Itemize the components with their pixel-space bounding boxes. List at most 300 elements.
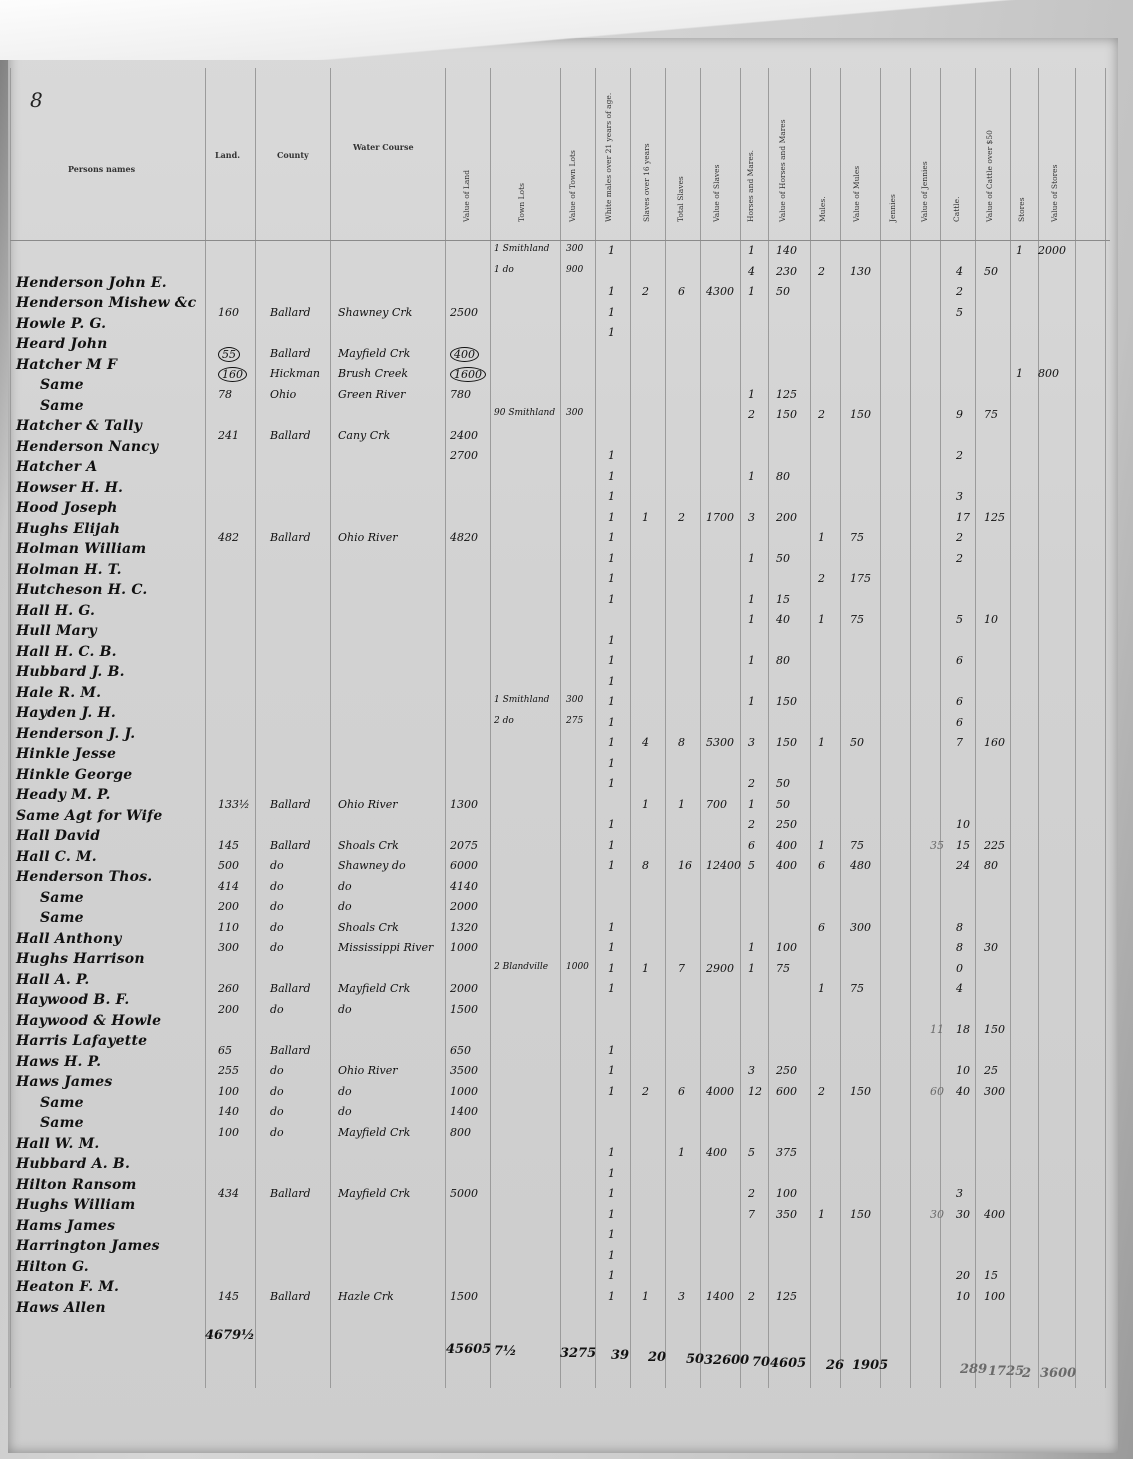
cell-mules: 1	[818, 838, 825, 852]
cell-vcattle: 25	[984, 1064, 998, 1077]
cell-vs: 4000	[706, 1084, 734, 1098]
person-name: Hatcher A	[16, 459, 98, 475]
cell-wm: 1	[608, 449, 615, 462]
cell-vcattle: 225	[984, 838, 1005, 852]
cell-s16: 2	[642, 285, 649, 298]
cell-horses: 5	[748, 859, 755, 872]
cell-cattle: 9	[956, 408, 963, 421]
person-name: Hams James	[16, 1217, 116, 1234]
cell-vland: 1300	[450, 797, 478, 811]
cell-county: Ballard	[270, 982, 311, 995]
cell-water: Mayfield Crk	[338, 1187, 411, 1200]
header-value-cattle: Value of Cattle over $50	[985, 130, 994, 222]
cell-wm: 1	[608, 756, 615, 770]
cell-horses: 1	[748, 387, 755, 401]
cell-wm: 1	[608, 510, 615, 524]
cell-wm: 1	[608, 1146, 615, 1159]
cell-ts: 7	[678, 961, 685, 975]
cell-vtown: 300	[566, 244, 584, 254]
cell-land: 100	[218, 1084, 239, 1098]
cell-water: Ohio River	[338, 1064, 398, 1077]
cell-vland: 6000	[450, 859, 478, 872]
cell-vtown: 300	[566, 695, 584, 705]
person-name: Holman H. T.	[16, 561, 122, 578]
cell-vhorses: 50	[776, 551, 790, 565]
cell-vhorses: 125	[776, 387, 797, 401]
column-rule	[665, 68, 666, 1388]
cell-wm: 1	[608, 859, 615, 872]
cell-mules: 2	[818, 572, 825, 585]
cell-vs: 1400	[706, 1289, 734, 1303]
cell-cattle: 2	[956, 551, 963, 565]
person-name: Henderson J. J.	[16, 725, 136, 742]
column-rule	[740, 68, 741, 1388]
cell-s16: 4	[642, 736, 649, 749]
cell-horses: 1	[748, 244, 755, 257]
cell-wm: 1	[608, 1064, 615, 1077]
cell-cattle: 10	[956, 818, 970, 831]
cell-county: Ballard	[270, 305, 311, 319]
cell-county: do	[270, 1084, 284, 1098]
cell-wm: 1	[608, 1187, 615, 1200]
cell-cattle: 20	[956, 1269, 970, 1282]
cell-cattle: 30	[956, 1207, 970, 1221]
cell-horses: 6	[748, 838, 755, 852]
cell-vstores: 2000	[1038, 244, 1066, 257]
cell-ts: 8	[678, 736, 685, 749]
cell-cattle: 8	[956, 920, 963, 934]
person-name: Heady M. P.	[16, 787, 111, 803]
column-rule	[1010, 68, 1011, 1388]
cell-ts: 6	[678, 1084, 685, 1098]
cell-land: 260	[218, 982, 239, 995]
person-name: Hall H. C. B.	[16, 643, 117, 660]
cell-s16: 1	[642, 961, 649, 975]
cell-horses: 3	[748, 736, 755, 749]
cell-mules: 1	[818, 1207, 825, 1221]
cell-vhorses: 125	[776, 1289, 797, 1303]
total-s16: 20	[648, 1350, 667, 1365]
cell-wm: 1	[608, 531, 615, 544]
cell-wm: 1	[608, 326, 615, 339]
cell-wm: 1	[608, 1248, 615, 1262]
cell-vtown: 900	[566, 264, 584, 275]
person-name: Hatcher & Tally	[16, 418, 143, 434]
cell-cattle: 0	[956, 961, 963, 975]
cell-mules: 6	[818, 920, 825, 934]
cell-stores: 1	[1016, 244, 1023, 257]
cell-county: do	[270, 859, 284, 872]
cell-vs: 12400	[706, 859, 741, 872]
cell-vs: 5300	[706, 736, 734, 749]
cell-vland: 2000	[450, 982, 478, 995]
header-value-mules: Value of Mules	[852, 165, 861, 222]
person-name: Hinkle George	[16, 766, 133, 783]
cell-mules: 1	[818, 613, 825, 626]
cell-water: Mayfield Crk	[338, 346, 411, 360]
cell-land: 434	[218, 1187, 239, 1200]
cell-cattle: 15	[956, 838, 970, 852]
header-value-jennies: Value of Jennies	[920, 161, 929, 222]
cell-vcattle: 300	[984, 1084, 1005, 1098]
column-rule	[810, 68, 811, 1388]
cell-horses: 1	[748, 592, 755, 606]
column-rule	[255, 68, 256, 1388]
cell-vhorses: 250	[776, 818, 797, 831]
cell-vstores: 800	[1038, 367, 1059, 380]
cell-vland: 3500	[450, 1064, 478, 1077]
cell-horses: 7	[748, 1207, 755, 1221]
cell-ts: 2	[678, 510, 685, 524]
column-rule	[330, 68, 331, 1388]
header-jennies: Jennies	[888, 194, 897, 222]
cell-vs: 1700	[706, 510, 734, 524]
cell-land: 500	[218, 859, 239, 872]
cell-vcattle: 400	[984, 1207, 1005, 1221]
cell-county: Ballard	[270, 1043, 311, 1057]
person-name: Hubbard A. B.	[16, 1156, 131, 1172]
cell-cattle: 4	[956, 982, 963, 995]
cell-cattle: 6	[956, 695, 963, 708]
cell-county: Ballard	[270, 428, 311, 442]
person-name: Howle P. G.	[16, 315, 107, 332]
cell-vhorses: 350	[776, 1207, 797, 1221]
header-rule	[10, 240, 1110, 241]
cell-wm: 1	[608, 285, 615, 298]
header-town-lots: Town Lots	[517, 183, 526, 222]
cell-stores: 1	[1016, 367, 1023, 380]
cell-cattle: 18	[956, 1023, 970, 1036]
cell-county: do	[270, 1064, 284, 1077]
cell-cattle: 3	[956, 1187, 963, 1200]
person-name: Hutcheson H. C.	[16, 582, 148, 598]
cell-water: Hazle Crk	[338, 1289, 394, 1303]
cell-vland: 780	[450, 387, 471, 401]
person-name: Hall C. M.	[16, 848, 97, 865]
cell-town: 1 Smithland	[494, 244, 550, 254]
cell-wm: 1	[608, 695, 615, 708]
header-white-males: White males over 21 years of age.	[604, 92, 613, 222]
cell-vmules: 75	[850, 982, 864, 995]
person-name: Hall W. M.	[16, 1135, 100, 1152]
header-stores: Stores	[1017, 197, 1026, 222]
cell-county: Hickman	[270, 367, 321, 380]
cell-water: Shawney do	[338, 859, 406, 872]
page-number: 8	[30, 88, 43, 112]
cell-horses: 2	[748, 777, 755, 790]
cell-water: do	[338, 1084, 352, 1098]
cell-vhorses: 80	[776, 469, 790, 483]
cell-water: Shoals Crk	[338, 920, 399, 934]
header-total-slaves: Total Slaves	[676, 176, 685, 222]
total-mules: 26	[826, 1358, 845, 1373]
cell-cattle: 5	[956, 613, 963, 626]
cell-wm: 1	[608, 838, 615, 852]
cell-land: 100	[218, 1125, 239, 1139]
photo-corner	[0, 0, 1133, 60]
cell-water: do	[338, 879, 352, 893]
person-name: Hale R. M.	[16, 684, 102, 701]
cell-horses: 1	[748, 469, 755, 483]
cell-mules: 2	[818, 264, 825, 278]
column-rule	[840, 68, 841, 1388]
cell-vcattle: 80	[984, 859, 998, 872]
cell-wm: 1	[608, 818, 615, 831]
cell-vland: 4140	[450, 879, 478, 893]
cell-horses: 1	[748, 551, 755, 565]
cell-cattle: 4	[956, 264, 963, 278]
person-name: Hull Mary	[16, 623, 97, 639]
cell-vhorses: 50	[776, 285, 790, 298]
person-name: Henderson Thos.	[16, 869, 153, 885]
cell-county: Ballard	[270, 1187, 311, 1200]
cell-vs: 2900	[706, 961, 734, 975]
cell-vland: 1400	[450, 1105, 478, 1118]
cell-mules: 2	[818, 408, 825, 421]
cell-vmules: 150	[850, 408, 871, 421]
cell-wm: 1	[608, 1207, 615, 1221]
column-rule	[1105, 68, 1106, 1388]
cell-wm: 1	[608, 654, 615, 667]
cell-vhorses: 600	[776, 1084, 797, 1098]
cell-vcattle: 50	[984, 264, 998, 278]
cell-wm: 1	[608, 1228, 615, 1241]
person-name: Hughs Elijah	[16, 520, 121, 537]
person-name: Hughs Harrison	[16, 951, 145, 967]
person-name: Hatcher M F	[16, 356, 118, 373]
header-name: Persons names	[68, 164, 136, 174]
cell-vhorses: 375	[776, 1146, 797, 1159]
cell-land: 200	[218, 900, 239, 913]
cell-town: 90 Smithland	[494, 408, 556, 418]
cell-land: 55	[218, 347, 240, 362]
cell-vmules: 75	[850, 838, 864, 852]
cell-vhorses: 400	[776, 859, 797, 872]
person-name: Haws James	[16, 1074, 113, 1090]
cell-s16: 1	[642, 1289, 649, 1303]
cell-wm: 1	[608, 715, 615, 729]
header-value-stores: Value of Stores	[1050, 164, 1059, 222]
cell-horses: 4	[748, 264, 755, 278]
total-vmules: 1905	[852, 1358, 889, 1373]
cell-horses: 1	[748, 797, 755, 811]
cell-wm: 1	[608, 920, 615, 934]
total-stores: 2	[1022, 1366, 1032, 1381]
cell-cattle: 2	[956, 285, 963, 298]
cell-land: 110	[218, 920, 239, 934]
column-rule	[880, 68, 881, 1388]
cell-horses: 2	[748, 818, 755, 831]
header-cattle: Cattle.	[952, 196, 961, 222]
cell-land: 78	[218, 387, 232, 401]
cell-ts: 3	[678, 1289, 685, 1303]
person-name: Hilton G.	[16, 1258, 89, 1275]
total-cattle: 289	[960, 1362, 988, 1377]
cell-horses: 3	[748, 510, 755, 524]
column-rule	[700, 68, 701, 1388]
cell-vhorses: 150	[776, 695, 797, 708]
cell-ts: 6	[678, 285, 685, 298]
cell-wm: 1	[608, 1043, 615, 1057]
person-name: Henderson Nancy	[16, 438, 159, 455]
cell-water: Mayfield Crk	[338, 1125, 411, 1139]
header-value-town-lots: Value of Town Lots	[568, 150, 577, 222]
cell-vcattle: 75	[984, 408, 998, 421]
cell-land: 145	[218, 838, 239, 852]
cell-wm: 1	[608, 1166, 615, 1180]
cell-horses: 1	[748, 654, 755, 667]
cell-vhorses: 75	[776, 961, 790, 975]
cell-vland: 650	[450, 1043, 471, 1057]
cell-cattle: 6	[956, 715, 963, 729]
cell-vland: 2000	[450, 900, 478, 913]
header-county: County	[277, 150, 309, 160]
cell-county: do	[270, 1125, 284, 1139]
column-rule	[1038, 68, 1039, 1388]
person-name: Hall Anthony	[16, 930, 122, 947]
cell-wm: 1	[608, 1269, 615, 1282]
cell-water: do	[338, 900, 352, 913]
cell-ts: 1	[678, 1146, 685, 1159]
cell-water: Shoals Crk	[338, 838, 399, 852]
cell-mules: 1	[818, 982, 825, 995]
cell-wm: 1	[608, 592, 615, 606]
column-rule	[490, 68, 491, 1388]
column-rule	[560, 68, 561, 1388]
cell-cattle: 7	[956, 736, 963, 749]
cell-vland: 400	[450, 347, 479, 362]
person-name: Hall A. P.	[16, 971, 90, 988]
cell-horses: 1	[748, 285, 755, 298]
cell-wm: 1	[608, 633, 615, 647]
person-name: Haywood & Howle	[16, 1012, 162, 1029]
person-name: Henderson Mishew &c	[16, 295, 197, 311]
cell-land: 255	[218, 1064, 239, 1077]
cell-land: 160	[218, 367, 247, 382]
cell-vcattle: 10	[984, 613, 998, 626]
cell-cattle: 2	[956, 531, 963, 544]
header-value-land: Value of Land	[462, 169, 471, 222]
cell-vmules: 150	[850, 1207, 871, 1221]
header-mules: Mules.	[818, 196, 827, 222]
person-name: Heaton F. M.	[16, 1279, 120, 1295]
cell-vhorses: 100	[776, 1187, 797, 1200]
cell-vcattle: 160	[984, 736, 1005, 749]
cell-wm: 1	[608, 1084, 615, 1098]
total-wm: 39	[611, 1348, 630, 1363]
cell-wm: 1	[608, 1289, 615, 1303]
header-water: Water Course	[353, 142, 414, 152]
cell-horses: 12	[748, 1084, 762, 1098]
total-land: 4679½	[205, 1328, 255, 1343]
person-name: Same	[40, 377, 84, 393]
cell-wm: 1	[608, 941, 615, 954]
cell-vmules: 150	[850, 1084, 871, 1098]
cell-county: do	[270, 879, 284, 893]
cell-vland: 4820	[450, 531, 478, 544]
cell-vcattle: 30	[984, 941, 998, 954]
person-name: Same	[40, 910, 84, 926]
person-name: Hilton Ransom	[16, 1176, 137, 1193]
cell-vtown: 275	[566, 715, 584, 726]
cell-vcattle: 100	[984, 1289, 1005, 1303]
cell-vcattle: 125	[984, 510, 1005, 524]
cell-wm: 1	[608, 982, 615, 995]
cell-land: 133½	[218, 797, 250, 811]
cell-vtown: 300	[566, 408, 584, 418]
cell-vhorses: 100	[776, 941, 797, 954]
cell-vland: 1600	[450, 367, 486, 382]
cell-vland: 2700	[450, 449, 478, 462]
cell-town: 1 Smithland	[494, 695, 550, 705]
cell-land: 241	[218, 428, 239, 442]
cell-town: 2 Blandville	[494, 961, 549, 972]
cell-vs: 4300	[706, 285, 734, 298]
cell-vland: 2400	[450, 428, 478, 442]
cell-vmules: 300	[850, 920, 871, 934]
cell-land: 140	[218, 1105, 239, 1118]
person-name: Harrington James	[16, 1238, 160, 1254]
person-name: Same	[40, 889, 84, 906]
person-name: Heard John	[16, 336, 108, 352]
cell-vcattle: 150	[984, 1023, 1005, 1036]
cell-town: 2 do	[494, 715, 514, 726]
cell-wm: 1	[608, 777, 615, 790]
cell-vhorses: 50	[776, 777, 790, 790]
column-rule	[1075, 68, 1076, 1388]
column-rule	[595, 68, 596, 1388]
cell-wm: 1	[608, 490, 615, 503]
cell-vhorses: 15	[776, 592, 790, 606]
cell-water: Mayfield Crk	[338, 982, 411, 995]
cell-water: Green River	[338, 387, 406, 401]
cell-land: 414	[218, 879, 239, 893]
person-name: Harris Lafayette	[16, 1033, 148, 1049]
cell-water: Ohio River	[338, 797, 398, 811]
cell-vhorses: 40	[776, 613, 790, 626]
cell-horses: 2	[748, 1289, 755, 1303]
cell-vcattle: 15	[984, 1269, 998, 1282]
cell-vs: 400	[706, 1146, 727, 1159]
cell-horses: 2	[748, 1187, 755, 1200]
cell-county: do	[270, 1105, 284, 1118]
cell-ts: 1	[678, 797, 685, 811]
cell-horses: 1	[748, 941, 755, 954]
total-vs: 32600	[704, 1353, 750, 1368]
column-rule	[10, 68, 11, 1388]
cell-wm: 1	[608, 572, 615, 585]
cell-water: Ohio River	[338, 531, 398, 544]
cell-jennies: 60	[930, 1084, 944, 1098]
cell-water: do	[338, 1002, 352, 1016]
cell-s16: 2	[642, 1084, 649, 1098]
column-rule	[975, 68, 976, 1388]
cell-vhorses: 50	[776, 797, 790, 811]
cell-cattle: 24	[956, 859, 970, 872]
cell-s16: 1	[642, 510, 649, 524]
cell-vland: 1000	[450, 1084, 478, 1098]
cell-vhorses: 230	[776, 264, 797, 278]
total-vland: 45605	[446, 1342, 492, 1357]
cell-county: Ballard	[270, 346, 311, 360]
cell-s16: 1	[642, 797, 649, 811]
cell-vmules: 50	[850, 736, 864, 749]
cell-cattle: 8	[956, 941, 963, 954]
header-horses: Horses and Mares.	[746, 149, 755, 222]
cell-vland: 1320	[450, 920, 478, 934]
column-rule	[205, 68, 206, 1388]
cell-cattle: 2	[956, 449, 963, 462]
